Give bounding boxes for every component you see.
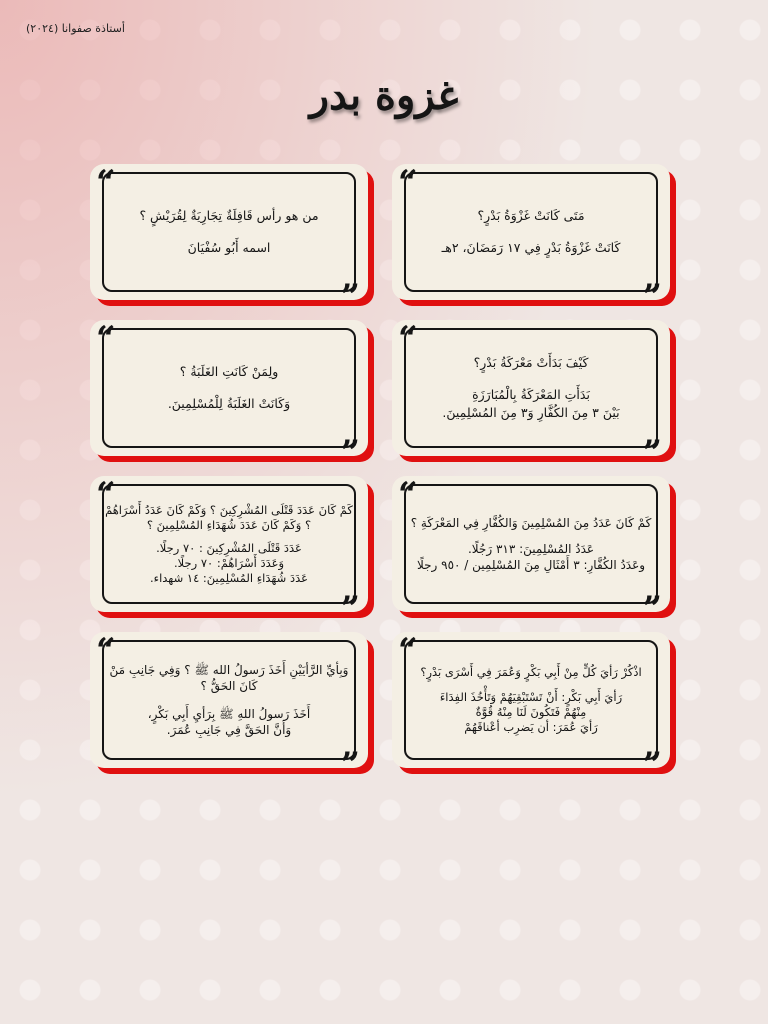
- card-content: [104, 642, 354, 758]
- answer-line: بَيْنَ ٣ مِنَ الكُفَّارِ وَ٣ مِنَ المُسْلِمِينَ.: [442, 405, 620, 420]
- close-quote-icon: ”: [340, 433, 360, 473]
- open-quote-icon: “: [96, 631, 116, 671]
- answer-line: رَأيَ عُمَرَ: أن يَضرِب أعْناقَهُمْ: [464, 720, 598, 734]
- open-quote-icon: “: [398, 631, 418, 671]
- card-answer: [148, 706, 310, 738]
- close-quote-icon: ”: [642, 277, 662, 317]
- answer-line: وَكَانَتْ الغَلَبَةُ لِلْمُسْلِمِينَ.: [167, 396, 291, 411]
- answer-line: وَأَنَّ الحَقَّ فِي جَانِبِ عُمَرَ.: [166, 723, 292, 737]
- close-quote-icon: ”: [642, 745, 662, 785]
- close-quote-icon: ”: [642, 589, 662, 629]
- close-quote-icon: ”: [340, 745, 360, 785]
- teacher-credit: أستاذة صفوانا (٢٠٢٤): [26, 22, 125, 35]
- close-quote-icon: ”: [642, 433, 662, 473]
- card-content: [104, 330, 354, 446]
- close-quote-icon: ”: [340, 277, 360, 317]
- card-when: [392, 163, 670, 317]
- card-answer: [168, 395, 290, 413]
- card-prophet-decision: [90, 631, 368, 785]
- answer-line: مِنْهُمْ فَتَكُونَ لَنَا مِنْهُ قُوَّةٌ: [475, 705, 587, 719]
- card-how-started: [392, 319, 670, 473]
- card-content: [104, 482, 354, 606]
- card-question: كَمْ كَانَ عَدَدُ مِنَ المُسْلِمِينَ وَالكُفَّارِ فِي المَعْرَكَةِ ؟: [410, 516, 652, 530]
- card-question: ولِمَنْ كَانَتِ الغَلَبَةُ ؟: [179, 364, 279, 379]
- card-content: [406, 486, 656, 602]
- answer-line: عَدَدَ شُهَدَاءِ المُسْلِمِينَ: ١٤ شهداء.: [150, 570, 308, 585]
- open-quote-icon: “: [398, 475, 418, 515]
- answer-line: اسمه أَبُو سُفْيَانَ: [187, 240, 271, 255]
- card-content: [104, 174, 354, 290]
- card-question: اذْكُرْ رَأيَ كُلٍّ مِنْ أَبِي بَكْرٍ وَعُمَرَ فِي أَسْرَى بَدْرٍ؟: [420, 665, 642, 679]
- card-question: كَمْ كَانَ عَدَدَ قَتْلَى المُشْرِكِينَ ؟ وَكَمْ كَانَ عَدَدُ أَسْرَاهُمْ ؟ وَكَمْ كَانَ عَدَدَ شُهَدَاءِ المُسْلِمِينَ ؟: [105, 502, 353, 532]
- answer-line: بَدَأَتِ المَعْرَكَةُ بِالْمُبَارَزَةِ: [472, 387, 590, 402]
- open-quote-icon: “: [398, 319, 418, 359]
- card-question: من هو رأس قَافِلَةٌ تِجَارِيَةٌ لِقُرَيْشٍ ؟: [139, 208, 319, 223]
- open-quote-icon: “: [398, 163, 418, 203]
- card-answer: [442, 386, 619, 422]
- answer-line: عَدَدُ المُسْلِمِينَ: ٣١٣ رَجُلًا.: [467, 542, 595, 556]
- answer-line: وعَدَدُ الكُفَّارِ: ٣ أَمْثَالِ مِنَ المُسْلِمِين / ٩٥٠ رجلًا: [416, 558, 646, 572]
- card-answer: [417, 541, 645, 573]
- answer-line: عَدَدَ قَتْلَى المُشْرِكِينَ : ٧٠ رجلًا.: [156, 540, 302, 555]
- answer-line: كَانَتْ غَزْوَةُ بَدْرٍ فِي ١٧ رَمَضَانَ، ٢هـ: [441, 240, 621, 255]
- card-answer: [440, 690, 622, 735]
- card-answer: [150, 541, 308, 586]
- open-quote-icon: “: [96, 319, 116, 359]
- card-question: مَتَى كَانَتْ غَزْوَةُ بَدْرٍ؟: [477, 208, 585, 223]
- card-content: [406, 330, 656, 446]
- card-caravan: [90, 163, 368, 317]
- open-quote-icon: “: [96, 475, 116, 515]
- card-army-count: [392, 475, 670, 629]
- card-question: كَيْفَ بَدَأَتْ مَعْرَكَةُ بَدْرٍ؟: [473, 355, 589, 370]
- card-content: [406, 642, 656, 758]
- card-prisoners-opinions: [392, 631, 670, 785]
- answer-line: أَخَذَ رَسولُ اللهِ ﷺ بِرَأيِ أَبِي بَكْرٍ،: [147, 707, 311, 721]
- open-quote-icon: “: [96, 163, 116, 203]
- close-quote-icon: ”: [340, 589, 360, 629]
- card-answer: [442, 239, 621, 257]
- card-question: وَبِأيِّ الرَّأيَيْنِ أَخَذَ رَسولُ الله ﷺ ؟ وَفِي جَانِبِ مَنْ كَانَ الحَقُّ ؟: [109, 663, 349, 693]
- card-casualties: [90, 475, 368, 629]
- card-victory: [90, 319, 368, 473]
- card-answer: [188, 239, 271, 257]
- page-title: غزوة بدر: [309, 72, 459, 119]
- answer-line: رَأيَ أَبِي بَكْرٍ: أَنْ تَسْتَبْقِيَهُمْ وَتَأْخُذَ الفِدَاءَ: [439, 690, 623, 704]
- card-content: [406, 174, 656, 290]
- answer-line: وَعَدَدَ أَسْرَاهُمْ: ٧٠ رجلًا.: [173, 555, 285, 570]
